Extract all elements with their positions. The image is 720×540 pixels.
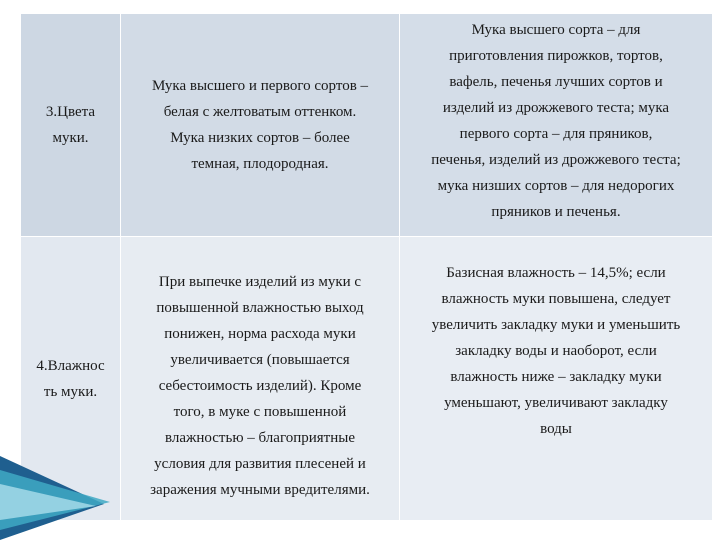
corner-decoration bbox=[0, 440, 110, 540]
property-description: Мука высшего и первого сортов – белая с желтоватым оттенком. Мука низких сортов – более темная, плодородная. bbox=[151, 78, 369, 172]
property-usage: Базисная влажность – 14,5%; если влажность муки повышена, следует увеличить закладку муки и уменьшить закладку воды и наоборот, если влажность ниже – закладку муки уменьшают, увеличивают закладку воды bbox=[431, 264, 681, 437]
table-row bbox=[21, 14, 713, 237]
property-description: При выпечке изделий из муки с повышенной влажностью выход понижен, норма расхода муки увеличивается (повышается себестоимость изделий). Кроме того, в муке с повышенной влажностью – благоприятные условия для развития плесеней и заражения мучными вредителями. bbox=[150, 273, 370, 498]
flour-properties-table bbox=[20, 13, 713, 521]
property-label: 4.Влажнос ть муки. bbox=[36, 357, 105, 400]
property-label-cell bbox=[21, 14, 121, 237]
property-label: 3.Цвета муки. bbox=[45, 104, 96, 146]
property-usage: Мука высшего сорта – для приготовления пирожков, тортов, вафель, печенья лучших сортов и изделий из дрожжевого теста; мука первого сорта – для пряников, печенья, изделий из дрожжевого теста; мука низших сортов – для недорогих пряников и печенья. bbox=[431, 22, 681, 220]
property-usage-cell bbox=[400, 14, 713, 237]
property-description-cell bbox=[121, 14, 400, 237]
property-usage-cell bbox=[400, 237, 713, 521]
property-description-cell bbox=[121, 237, 400, 521]
table-row bbox=[21, 237, 713, 521]
